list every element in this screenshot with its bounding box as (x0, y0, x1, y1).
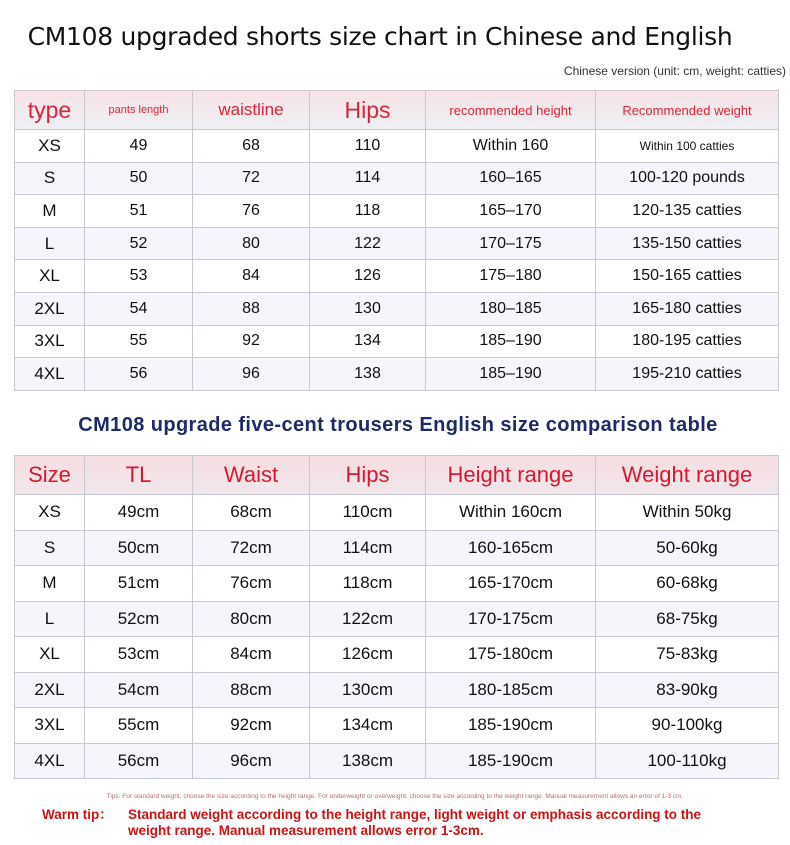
warm-tip-text-2: weight range. Manual measurement allows error 1-3cm. (128, 823, 484, 838)
table-cell: 49cm (85, 495, 193, 531)
warm-tip-text-1: Standard weight according to the height range, light weight or emphasis according to the (128, 807, 702, 822)
table-cell: 68 (193, 130, 310, 163)
table-cell: 165-170cm (426, 566, 596, 602)
table-row (15, 130, 779, 163)
table-cell: S (15, 530, 85, 566)
table-cell: M (15, 195, 85, 228)
table-cell: 126cm (310, 637, 426, 673)
header-recommended-weight: Recommended weight (596, 91, 779, 130)
table-cell: 160–165 (426, 162, 596, 195)
chinese-chart-title: CM108 upgraded shorts size chart in Chinese and English (27, 22, 733, 51)
table-cell: 100-120 pounds (596, 162, 779, 195)
table-cell: L (15, 601, 85, 637)
table-cell: 51cm (85, 566, 193, 602)
table-cell: 96 (193, 358, 310, 391)
header-recommended-height: recommended height (426, 91, 596, 130)
table-cell: 88 (193, 292, 310, 325)
table-cell: 135-150 catties (596, 227, 779, 260)
table-cell: S (15, 162, 85, 195)
header-type: type (15, 91, 85, 130)
table-cell: 175-180cm (426, 637, 596, 673)
table-cell: 68cm (193, 495, 310, 531)
warm-tip-label: Warm tip： (42, 807, 113, 822)
table-cell: M (15, 566, 85, 602)
table-cell: 100-110kg (596, 743, 779, 779)
table-cell: Within 100 catties (596, 130, 779, 163)
table-cell: XS (15, 130, 85, 163)
table-cell: 92cm (193, 708, 310, 744)
table-cell: 134cm (310, 708, 426, 744)
table-cell: 160-165cm (426, 530, 596, 566)
table-cell: XL (15, 260, 85, 293)
table-cell: 50-60kg (596, 530, 779, 566)
table-cell: XL (15, 637, 85, 673)
table-row (15, 566, 779, 602)
table-cell: 52cm (85, 601, 193, 637)
table-cell: 56cm (85, 743, 193, 779)
table-cell: 185-190cm (426, 708, 596, 744)
warm-tip (42, 807, 772, 839)
table-cell: 53 (85, 260, 193, 293)
table-cell: 88cm (193, 672, 310, 708)
table-cell: 130 (310, 292, 426, 325)
table-row (15, 292, 779, 325)
table-cell: 54 (85, 292, 193, 325)
warm-tip-line1 (42, 807, 772, 823)
table-cell: 175–180 (426, 260, 596, 293)
table-row (15, 227, 779, 260)
table-cell: 118 (310, 195, 426, 228)
header-weight-range: Weight range (596, 456, 779, 495)
table-cell: 72cm (193, 530, 310, 566)
table-cell: 56 (85, 358, 193, 391)
table-cell: 49 (85, 130, 193, 163)
table-cell: 114cm (310, 530, 426, 566)
table-cell: 80cm (193, 601, 310, 637)
table-row (15, 358, 779, 391)
table-cell: 122cm (310, 601, 426, 637)
table-cell: 2XL (15, 672, 85, 708)
table-cell: 84cm (193, 637, 310, 673)
table-cell: 50 (85, 162, 193, 195)
table-cell: 51 (85, 195, 193, 228)
table-cell: 4XL (15, 358, 85, 391)
table-row (15, 530, 779, 566)
table-cell: 3XL (15, 708, 85, 744)
table-cell: 170-175cm (426, 601, 596, 637)
chinese-size-table (14, 90, 779, 391)
table-cell: 50cm (85, 530, 193, 566)
table-cell: 118cm (310, 566, 426, 602)
header-height-range: Height range (426, 456, 596, 495)
table-cell: Within 160cm (426, 495, 596, 531)
table-cell: 60-68kg (596, 566, 779, 602)
table-cell: 120-135 catties (596, 195, 779, 228)
header-tl: TL (85, 456, 193, 495)
table-header-row (15, 456, 779, 495)
table-cell: 55 (85, 325, 193, 358)
table-cell: 4XL (15, 743, 85, 779)
header-waist: Waist (193, 456, 310, 495)
table-cell: 76cm (193, 566, 310, 602)
table-cell: 130cm (310, 672, 426, 708)
table-cell: 84 (193, 260, 310, 293)
table-row (15, 743, 779, 779)
table-cell: XS (15, 495, 85, 531)
table-cell: 122 (310, 227, 426, 260)
table-row (15, 637, 779, 673)
table-cell: 68-75kg (596, 601, 779, 637)
table-cell: 80 (193, 227, 310, 260)
table-cell: 138 (310, 358, 426, 391)
table-cell: 165–170 (426, 195, 596, 228)
table-row (15, 495, 779, 531)
table-cell: 195-210 catties (596, 358, 779, 391)
table-cell: 76 (193, 195, 310, 228)
table-cell: 83-90kg (596, 672, 779, 708)
table-cell: 180-195 catties (596, 325, 779, 358)
table-cell: Within 50kg (596, 495, 779, 531)
table-cell: L (15, 227, 85, 260)
table-cell: 2XL (15, 292, 85, 325)
table-row (15, 601, 779, 637)
english-chart-title: CM108 upgrade five-cent trousers English size comparison table (78, 414, 718, 436)
table-cell: 75-83kg (596, 637, 779, 673)
table-row (15, 672, 779, 708)
table-cell: 54cm (85, 672, 193, 708)
table-cell: 110 (310, 130, 426, 163)
table-row (15, 260, 779, 293)
table-cell: 170–175 (426, 227, 596, 260)
table-row (15, 708, 779, 744)
table-cell: Within 160 (426, 130, 596, 163)
table-cell: 126 (310, 260, 426, 293)
table-header-row (15, 91, 779, 130)
table-row (15, 325, 779, 358)
header-size: Size (15, 456, 85, 495)
table-cell: 114 (310, 162, 426, 195)
header-hips: Hips (310, 456, 426, 495)
small-tips-note: Tips: For standard weight, choose the size according to the height range. For underweight or overweight, choose the size according to the weight range. Manual measurement allows an error of 1-3 cm. (106, 793, 684, 800)
table-cell: 96cm (193, 743, 310, 779)
table-cell: 165-180 catties (596, 292, 779, 325)
english-size-table (14, 455, 779, 779)
table-cell: 110cm (310, 495, 426, 531)
table-cell: 185-190cm (426, 743, 596, 779)
table-cell: 55cm (85, 708, 193, 744)
table-cell: 150-165 catties (596, 260, 779, 293)
table-cell: 72 (193, 162, 310, 195)
table-cell: 180-185cm (426, 672, 596, 708)
chinese-chart-unit-note: Chinese version (unit: cm, weight: catties) (563, 64, 786, 78)
table-row (15, 162, 779, 195)
table-cell: 185–190 (426, 358, 596, 391)
table-cell: 185–190 (426, 325, 596, 358)
table-row (15, 195, 779, 228)
table-cell: 53cm (85, 637, 193, 673)
header-hips: Hips (310, 91, 426, 130)
table-cell: 134 (310, 325, 426, 358)
table-cell: 92 (193, 325, 310, 358)
table-cell: 90-100kg (596, 708, 779, 744)
table-cell: 138cm (310, 743, 426, 779)
header-pants-length: pants length (85, 91, 193, 130)
table-cell: 180–185 (426, 292, 596, 325)
header-waistline: waistline (193, 91, 310, 130)
table-cell: 52 (85, 227, 193, 260)
table-cell: 3XL (15, 325, 85, 358)
